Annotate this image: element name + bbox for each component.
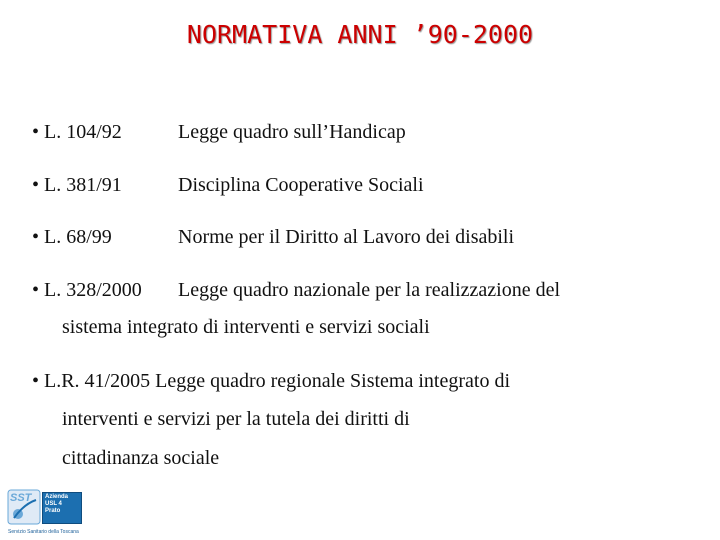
- law-description: Norme per il Diritto al Lavoro dei disabili: [178, 226, 515, 248]
- law-item: [32, 121, 406, 144]
- law-description: Disciplina Cooperative Sociali: [178, 174, 424, 196]
- logo-box-line: Azienda: [45, 494, 69, 500]
- law-description: Legge quadro nazionale per la realizzazione del: [178, 279, 561, 301]
- law-item: [32, 174, 424, 197]
- law-code: • L. 104/92: [32, 121, 122, 143]
- organization-logo: [4, 488, 124, 538]
- logo-box-line: USL 4: [45, 501, 62, 507]
- law-item: • L.R. 41/2005 Legge quadro regionale Sistema integrato di: [32, 370, 510, 392]
- law-item: [32, 279, 560, 302]
- logo-box-line: Prato: [45, 508, 61, 514]
- law-code: • L. 68/99: [32, 226, 112, 248]
- law-description: Legge quadro sull’Handicap: [178, 121, 406, 143]
- law-item: [32, 226, 514, 249]
- logo-caption: Servizio Sanitario della Toscana: [8, 529, 79, 535]
- law-code: • L. 381/91: [32, 174, 122, 196]
- page-title: NORMATIVA ANNI ’90-2000: [186, 20, 534, 49]
- law-code: • L. 328/2000: [32, 279, 142, 301]
- logo-mark: SST: [10, 492, 32, 504]
- law-description-continuation: cittadinanza sociale: [62, 447, 220, 469]
- law-description-continuation: interventi e servizi per la tutela dei diritti di: [62, 408, 410, 430]
- logo-agency-box: [42, 492, 82, 524]
- law-description-continuation: sistema integrato di interventi e servizi sociali: [62, 316, 430, 338]
